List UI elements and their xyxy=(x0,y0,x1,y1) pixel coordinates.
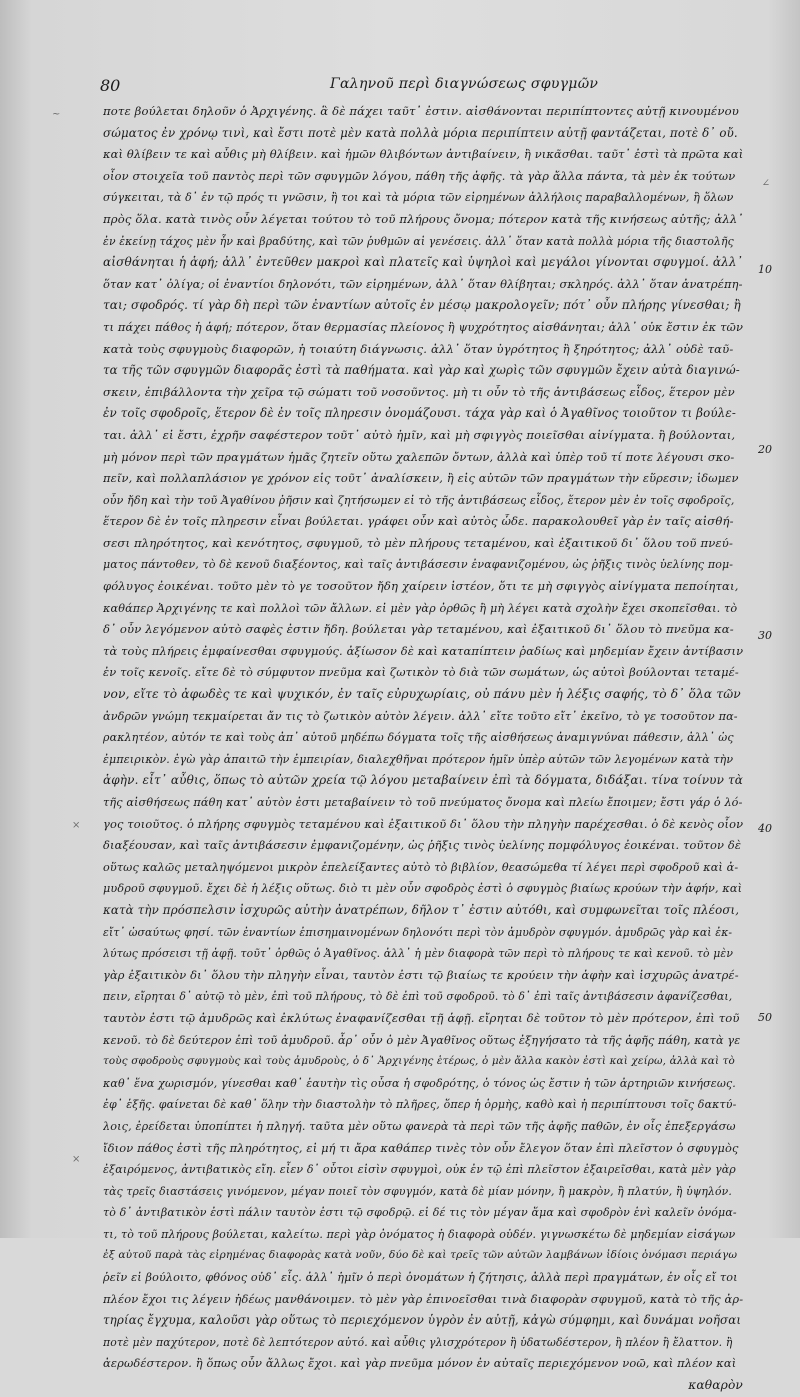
text-line: οὕτως καλῶς μεταληψόμενοι μικρὸν ἐπελείξαντες αὐτὸ τὸ βιβλίον, θεασώμεθα τί λέγει περὶ σφοδροῦ καὶ ἀ- xyxy=(103,860,739,874)
text-line: σώματος ἐν χρόνῳ τινὶ, καὶ ἔστι ποτὲ μὲν κατὰ πολλὰ μόρια περιπίπτειν αὐτῇ φαντάζεται, ποτὲ δ᾽ οὔ. xyxy=(103,125,738,140)
text-line: μὴ μόνον περὶ τῶν πραγμάτων ἡμᾶς ζητεῖν οὕτω χαλεπῶν ὄντων, ἀλλὰ καὶ ὑπὲρ τοῦ τί ποτε λέγουσι σκο- xyxy=(103,449,735,464)
text-line: ἕτερον δὲ ἐν τοῖς πληρεσιν εἶναι βούλεται. γράφει οὖν καὶ αὐτὸς ὧδε. παρακολουθεῖ γὰρ ἐν ταῖς αἰσθή- xyxy=(103,514,734,529)
text-line: ρακλητέον, αὐτόν τε καὶ τοὺς ἀπ᾽ αὐτοῦ μηδέπω δόγματα τοῖς τῆς αἰσθήσεως ἀναμιγνύναι πάθεσιν, ἀλλ᾽ ὡς xyxy=(103,731,734,745)
text-line: ἁφὴν. εἶτ᾽ αὖθις, ὅπως τὸ αὐτῶν χρεία τῷ λόγου μεταβαίνειν ἐπὶ τὰ δόγματα, διδάξαι. τίνα τοίνυν τὰ xyxy=(103,773,743,788)
text-line: πλέον ἔχοι τις λέγειν ἡδέως μανθάνοιμεν. τὸ μὲν γὰρ ἐπινοεῖσθαι τινὰ διαφορὰν σφυγμοῦ, κατὰ τὸ τῆς ἀρ- xyxy=(103,1291,743,1306)
text-line: τῆς αἰσθήσεως πάθη κατ᾽ αὐτὸν ἐστι μεταβαίνειν τὸ τοῦ πνεύματος ὄνομα καὶ πλείω ἔποιμεν; ἔστι γάρ ὁ λό- xyxy=(103,796,743,809)
text-line: καθαρὸν xyxy=(688,1378,743,1393)
text-line: γος τοιοῦτος. ὁ πλήρης σφυγμὸς τεταμένου καὶ ἐξαιτικοῦ δι᾽ ὅλου τὴν πληγὴν παρέχεσθαι. ὁ δὲ κενὸς οἷον xyxy=(103,816,743,831)
margin-line-number: 30 xyxy=(758,629,772,642)
page-number: 80 xyxy=(100,76,121,95)
text-line: μυδροῦ σφυγμοῦ. ἔχει δὲ ἡ λέξις οὕτως. διὸ τι μὲν οὖν σφοδρὸς ἐστὶ ὁ σφυγμὸς βιαίως κρούων τὴν ἁφήν, καὶ xyxy=(103,882,743,896)
text-line: ἐν ἐκείνῃ τάχος μὲν ἦν καὶ βραδύτης, καὶ τῶν ῥυθμῶν αἱ γενέσεις. ἀλλ᾽ ὅταν κατὰ πολλὰ μόρια τῆς διαστολῆς xyxy=(103,234,734,248)
text-line: τὸ δ᾽ ἀντιβατικὸν ἐστὶ πάλιν ταυτὸν ἐστι τῷ σφοδρῷ. εἰ δέ τις τὸν μέγαν ἅμα καὶ σφοδρὸν ἑνὶ καλεῖν ὀνόμα- xyxy=(103,1206,737,1220)
marginal-annotation: ~ xyxy=(52,109,61,120)
text-line: φόλυγος ἐοικέναι. τοῦτο μὲν τὸ γε τοσοῦτον ἤδη χαίρειν ἰστέον, ὅτι τε μὴ σφιγγὸς αἰνίγματα πεποίηται, xyxy=(103,579,739,594)
text-line: σύγκειται, τὰ δ᾽ ἐν τῷ πρός τι γνῶσιν, ἢ τοι καὶ τὰ μόρια τῶν εἰρημένων ἀλλήλοις παραβαλλομένων, ἢ ὅλων xyxy=(103,191,734,205)
text-line: ἐξ αὐτοῦ παρὰ τὰς εἰρημένας διαφορὰς κατὰ νοῦν, δύο δὲ καὶ τρεῖς τῶν αὐτῶν λαμβάνων ἰδίοις ὀνόμασι περιάγω xyxy=(103,1249,738,1262)
text-line: ται; σφοδρός. τί γὰρ δὴ περὶ τῶν ἐναντίων αὐτοῖς ἐν μέσῳ μακρολογεῖν; πότ᾽ οὖν πλήρης γίνεσθαι; ἢ xyxy=(103,298,741,313)
text-line: τὰ τοὺς πλήρεις ἐμφαίνεσθαι σφυγμούς. ἀξίωσον δὲ καὶ καταπίπτειν ῥαδίως καὶ μηδεμίαν ἔχειν ἀντίβασιν xyxy=(103,643,743,658)
text-line: ἐν τοῖς κενοῖς. εἴτε δὲ τὸ σύμφυτον πνεῦμα καὶ ζωτικὸν τὸ διὰ τῶν σωμάτων, ὡς αὐτοὶ βούλονται τεταμέ- xyxy=(103,665,739,680)
text-line: τι πάχει πάθος ἡ ἁφή; πότερον, ὅταν θερμασίας πλείονος ἢ ψυχρότητος αἰσθάνηται; ἀλλ᾽ οὐκ ἔστιν ἐκ τῶν xyxy=(103,319,743,334)
text-line: εἴτ᾽ ὡσαύτως φησί. τῶν ἐναντίων ἐπισημαινομένων δηλονότι περὶ τὸν ἀμυδρὸν σφυγμόν. ἀμυδρῶς γὰρ καὶ ἐκ- xyxy=(103,925,733,939)
text-line: καὶ θλίβειν τε καὶ αὖθις μὴ θλίβειν. καὶ ἡμῶν θλιβόντων ἀντιβαίνειν, ἢ νικᾶσθαι. ταῦτ᾽ ἐστὶ τὰ πρῶτα καὶ xyxy=(103,147,743,162)
margin-line-number: 10 xyxy=(758,263,772,276)
text-line: ἐμπειρικὸν. ἐγὼ γὰρ ἀπαιτῶ τὴν ἐμπειρίαν, διαλεχθῆναι πρότερον ἡμῖν ὑπὲρ αὐτῶν τῶν λεγομένων κατὰ τὴν xyxy=(103,752,734,766)
text-line: λύτως πρόσεισι τῇ ἁφῇ. τοῦτ᾽ ὀρθῶς ὁ Ἀγαθῖνος. ἀλλ᾽ ἡ μὲν διαφορὰ τῶν περὶ τὸ πλήρους τε καὶ κενοῦ. τὸ μὲν xyxy=(103,947,734,961)
running-title: Γαληνοῦ περὶ διαγνώσεως σφυγμῶν xyxy=(330,76,599,92)
text-line: τοὺς σφοδροὺς σφυγμοὺς καὶ τοὺς ἀμυδροὺς, ὁ δ᾽ Ἀρχιγένης ἑτέρως, ὁ μὲν ἄλλα κακὸν ἐστὶ καὶ χείρω, ἀλλὰ καὶ τὸ xyxy=(103,1055,735,1068)
text-line: οὖν ἤδη καὶ τὴν τοῦ Ἀγαθίνου ῥῆσιν καὶ ζητήσωμεν εἰ τὸ τῆς ἀντιβάσεως εἶδος, ἕτερον μὲν ἐν τοῖς σφοδροῖς, xyxy=(103,493,735,507)
text-line: γὰρ ἐξαιτικὸν δι᾽ ὅλου τὴν πληγὴν εἶναι, ταυτὸν ἐστι τῷ βιαίως τε κρούειν τὴν ἁφὴν καὶ ἰσχυρῶς ἀνατρέ- xyxy=(103,967,739,982)
text-line: ποτὲ μὲν παχύτερον, ποτὲ δὲ λεπτότερον αὐτό. καὶ αὖθις γλισχρότερον ἢ ὑδατωδέστερον, ἢ πλέον ἢ ἔλαττον. ἢ xyxy=(103,1335,733,1349)
text-line: πρὸς ὅλα. κατὰ τινὸς οὖν λέγεται τούτου τὸ τοῦ πλήρους ὄνομα; πότερον κατὰ τῆς κινήσεως αὐτῆς; ἀλλ᾽ xyxy=(103,211,743,226)
text-line: τηρίας ἔγχυμα, καλοῦσι γὰρ οὕτως τὸ περιεχόμενον ὑγρὸν ἐν αὐτῇ, κἀγὼ σύμφημι, καὶ δυνάμαι νοῆσαι xyxy=(103,1313,742,1328)
text-line: καθάπερ Ἀρχιγένης τε καὶ πολλοὶ τῶν ἄλλων. εἰ μὲν γὰρ ὀρθῶς ἢ μὴ λέγει κατὰ σχολὴν ἔχει σκοπεῖσθαι. τὸ xyxy=(103,601,738,615)
text-line: λοις, ἐρείδεται ὑποπίπτει ἡ πληγή. ταῦτα μὲν οὕτω φανερὰ τὰ περὶ τῶν τῆς ἁφῆς παθῶν, ἐν οἷς ἐπεξεργάσω xyxy=(103,1119,736,1133)
text-line: πεῖν, καὶ πολλαπλάσιον γε χρόνον εἰς τοῦτ᾽ ἀναλίσκειν, ἢ εἰς αὐτῶν τῶν πραγμάτων τὴν εὕρεσιν; ἰδωμεν xyxy=(103,471,739,486)
text-line: ἀερωδέστερον. ἢ ὅπως οὖν ἄλλως ἔχοι. καὶ γὰρ πνεῦμα μόνον ἐν αὐταῖς περιεχόμενον νοῶ, καὶ πλέον καὶ xyxy=(103,1356,737,1371)
text-line: ἴδιον πάθος ἐστὶ τῆς πληρότητος, εἰ μή τι ἄρα καθάπερ τινὲς τὸν οὖν ἔλεγον ὅταν ἐπὶ πλεῖστον ὁ σφυγμὸς xyxy=(103,1140,739,1155)
text-line: κατὰ τὴν πρόσπελσιν ἰσχυρῶς αὐτὴν ἀνατρέπων, δῆλον τ᾽ ἐστιν αὐτόθι, καὶ συμφωνεῖται τοῖς πλέοσι, xyxy=(103,902,740,917)
page-header xyxy=(0,76,800,100)
text-line: δ᾽ οὖν λεγόμενον αὐτὸ σαφὲς ἐστιν ἤδη. βούλεται γὰρ τεταμένου, καὶ ἐξαιτικοῦ δι᾽ ὅλου τὸ πνεῦμα κα- xyxy=(103,622,734,637)
text-line: ἐν τοῖς σφοδροῖς, ἕτερον δὲ ἐν τοῖς πληρεσιν ὀνομάζουσι. τάχα γὰρ καὶ ὁ Ἀγαθῖνος τοιοῦτον τι βούλε- xyxy=(103,406,736,421)
text-line: ται. ἀλλ᾽ εἰ ἔστι, ἐχρῆν σαφέστερον τοῦτ᾽ αὐτὸ ἡμῖν, καὶ μὴ σφιγγὸς ποιεῖσθαι αἰνίγματα. ἢ βούλονται, xyxy=(103,427,736,442)
greek-text-column xyxy=(103,101,743,1397)
text-line: ἐφ᾽ ἑξῆς. φαίνεται δὲ καθ᾽ ὅλην τὴν διαστολὴν τὸ πλῆρες, ὅπερ ἡ ὁρμὴς, καθὸ καὶ ἡ περιπίπτουσι τοῖς δακτύ- xyxy=(103,1098,737,1112)
margin-line-number: 40 xyxy=(758,822,772,835)
text-line: κατὰ τοὺς σφυγμοὺς διαφορῶν, ἡ τοιαύτη διάγνωσις. ἀλλ᾽ ὅταν ὑγρότητος ἢ ξηρότητος; ἀλλ᾽ οὐδὲ ταῦ- xyxy=(103,341,734,356)
marginal-annotation: ∠ xyxy=(761,178,770,189)
text-line: ταυτὸν ἐστι τῷ ἀμυδρῶς καὶ ἐκλύτως ἐναφανίζεσθαι τῇ ἁφῇ. εἴρηται δὲ τοῦτον τὸ μὲν πρότερον, ἐπὶ τοῦ xyxy=(103,1010,740,1025)
text-line: σκειν, ἐπιβάλλοντα τὴν χεῖρα τῷ σώματι τοῦ νοσοῦντος. μὴ τι οὖν τὸ τῆς ἀντιβάσεως εἶδος, ἕτερον μὲν xyxy=(103,384,735,399)
text-line: τὰς τρεῖς διαστάσεις γινόμενον, μέγαν ποιεῖ τὸν σφυγμόν, κατὰ δὲ μίαν μόνην, ἢ μακρὸν, ἢ πλατύν, ἢ ὑψηλόν. xyxy=(103,1184,732,1198)
marginal-annotation: × xyxy=(72,820,81,831)
text-line: καθ᾽ ἕνα χωρισμόν, γίνεσθαι καθ᾽ ἑαυτὴν τὶς οὖσα ἡ σφοδρότης, ὁ τόνος ὡς ἔστιν ἡ τῶν ἀρτηριῶν κινήσεως. xyxy=(103,1076,736,1090)
text-line: νον, εἴτε τὸ ἀφωδὲς τε καὶ ψυχικόν, ἐν ταῖς εὐρυχωρίαις, οὐ πάνυ μὲν ἡ λέξις σαφής, τὸ δ᾽ ὅλα τῶν xyxy=(103,687,741,702)
text-line: ῥεῖν εἰ βούλοιτο, φθόνος οὐδ᾽ εἷς. ἀλλ᾽ ἡμῖν ὁ περὶ ὀνομάτων ἡ ζήτησις, ἀλλὰ περὶ πραγμάτων, ἐν οἷς εἴ τοι xyxy=(103,1271,738,1285)
text-line: τι, τὸ τοῦ πλήρους βούλεται, καλείτω. περὶ γὰρ ὀνόματος ἡ διαφορὰ οὐδέν. γιγνωσκέτω δὲ μηδεμίαν εἰσάγων xyxy=(103,1227,736,1241)
text-line: ἀνδρῶν γνώμη τεκμαίρεται ἄν τις τὸ ζωτικὸν αὐτὸν λέγειν. ἀλλ᾽ εἴτε τοῦτο εἴτ᾽ ἐκεῖνο, τὸ γε τοσοῦτον πα- xyxy=(103,709,738,723)
text-line: κενοῦ. τὸ δὲ δεύτερον ἐπὶ τοῦ ἀμυδροῦ. ἆρ᾽ οὖν ὁ μὲν Ἀγαθῖνος οὕτως ἐξηγήσατο τὰ τῆς ἁφῆς πάθη, κατὰ γε xyxy=(103,1033,741,1047)
text-line: τα τῆς τῶν σφυγμῶν διαφορᾶς ἐστὶ τὰ παθήματα. καὶ γὰρ καὶ χωρὶς τῶν σφυγμῶν ἔχειν αὐτὰ διαγινώ- xyxy=(103,363,740,378)
marginal-annotation: × xyxy=(72,1154,81,1165)
text-line: σεσι πληρότητος, καὶ κενότητος, σφυγμοῦ, τὸ μὲν πλήρους τεταμένου, καὶ ἐξαιτικοῦ δι᾽ ὅλου τοῦ πνεύ- xyxy=(103,535,734,550)
text-line: ποτε βούλεται δηλοῦν ὁ Ἀρχιγένης. ἃ δὲ πάχει ταῦτ᾽ ἐστιν. αἰσθάνονται περιπίπτοντες αὐτῇ κινουμένου xyxy=(103,104,739,118)
margin-line-number: 20 xyxy=(758,443,772,456)
text-line: ὅταν κατ᾽ ὀλίγα; οἱ ἐναντίοι δηλονότι, τῶν εἰρημένων, ἀλλ᾽ ὅταν θλίβηται; σκληρός. ἀλλ᾽ ὅταν ἀνατρέπη- xyxy=(103,276,743,291)
margin-line-number: 50 xyxy=(758,1011,772,1024)
text-line: αἰσθάνηται ἡ ἁφή; ἀλλ᾽ ἐντεῦθεν μακροὶ καὶ πλατεῖς καὶ ὑψηλοὶ καὶ μεγάλοι γίνονται σφυγμοί. ἀλλ᾽ xyxy=(103,255,743,270)
text-line: οἷον στοιχεῖα τοῦ παντὸς περὶ τῶν σφυγμῶν λόγου, πάθη τῆς ἁφῆς. τὰ γὰρ ἄλλα πάντα, τὰ μὲν ἐκ τούτων xyxy=(103,168,736,183)
text-line: ἐξαιρόμενος, ἀντιβατικὸς εἴη. εἶεν δ᾽ οὗτοι εἰσὶν σφυγμοὶ, οὐκ ἐν τῷ ἐπὶ πλεῖστον ἐξαιρεῖσθαι, κατὰ μὲν γὰρ xyxy=(103,1163,736,1177)
text-line: ματος πάντοθεν, τὸ δὲ κενοῦ διαξέοντος, καὶ ταῖς ἀντιβάσεσιν ἐναφανιζομένου, ὡς ῥῆξις τινὸς ὑελίνης πομ- xyxy=(103,558,734,572)
text-line: πειν, εἴρηται δ᾽ αὐτῷ τὸ μὲν, ἐπὶ τοῦ πλήρους, τὸ δὲ ἐπὶ τοῦ σφοδροῦ. τὸ δ᾽ ἐπὶ ταῖς ἀντιβάσεσιν ἀφανίζεσθαι, xyxy=(103,990,733,1004)
text-line: διαξέουσαν, καὶ ταῖς ἀντιβάσεσιν ἐμφανιζομένην, ὡς ῥῆξις τινὸς ὑελίνης πομφόλυγος ἐοικέναι. τοῦτον δὲ xyxy=(103,838,742,853)
